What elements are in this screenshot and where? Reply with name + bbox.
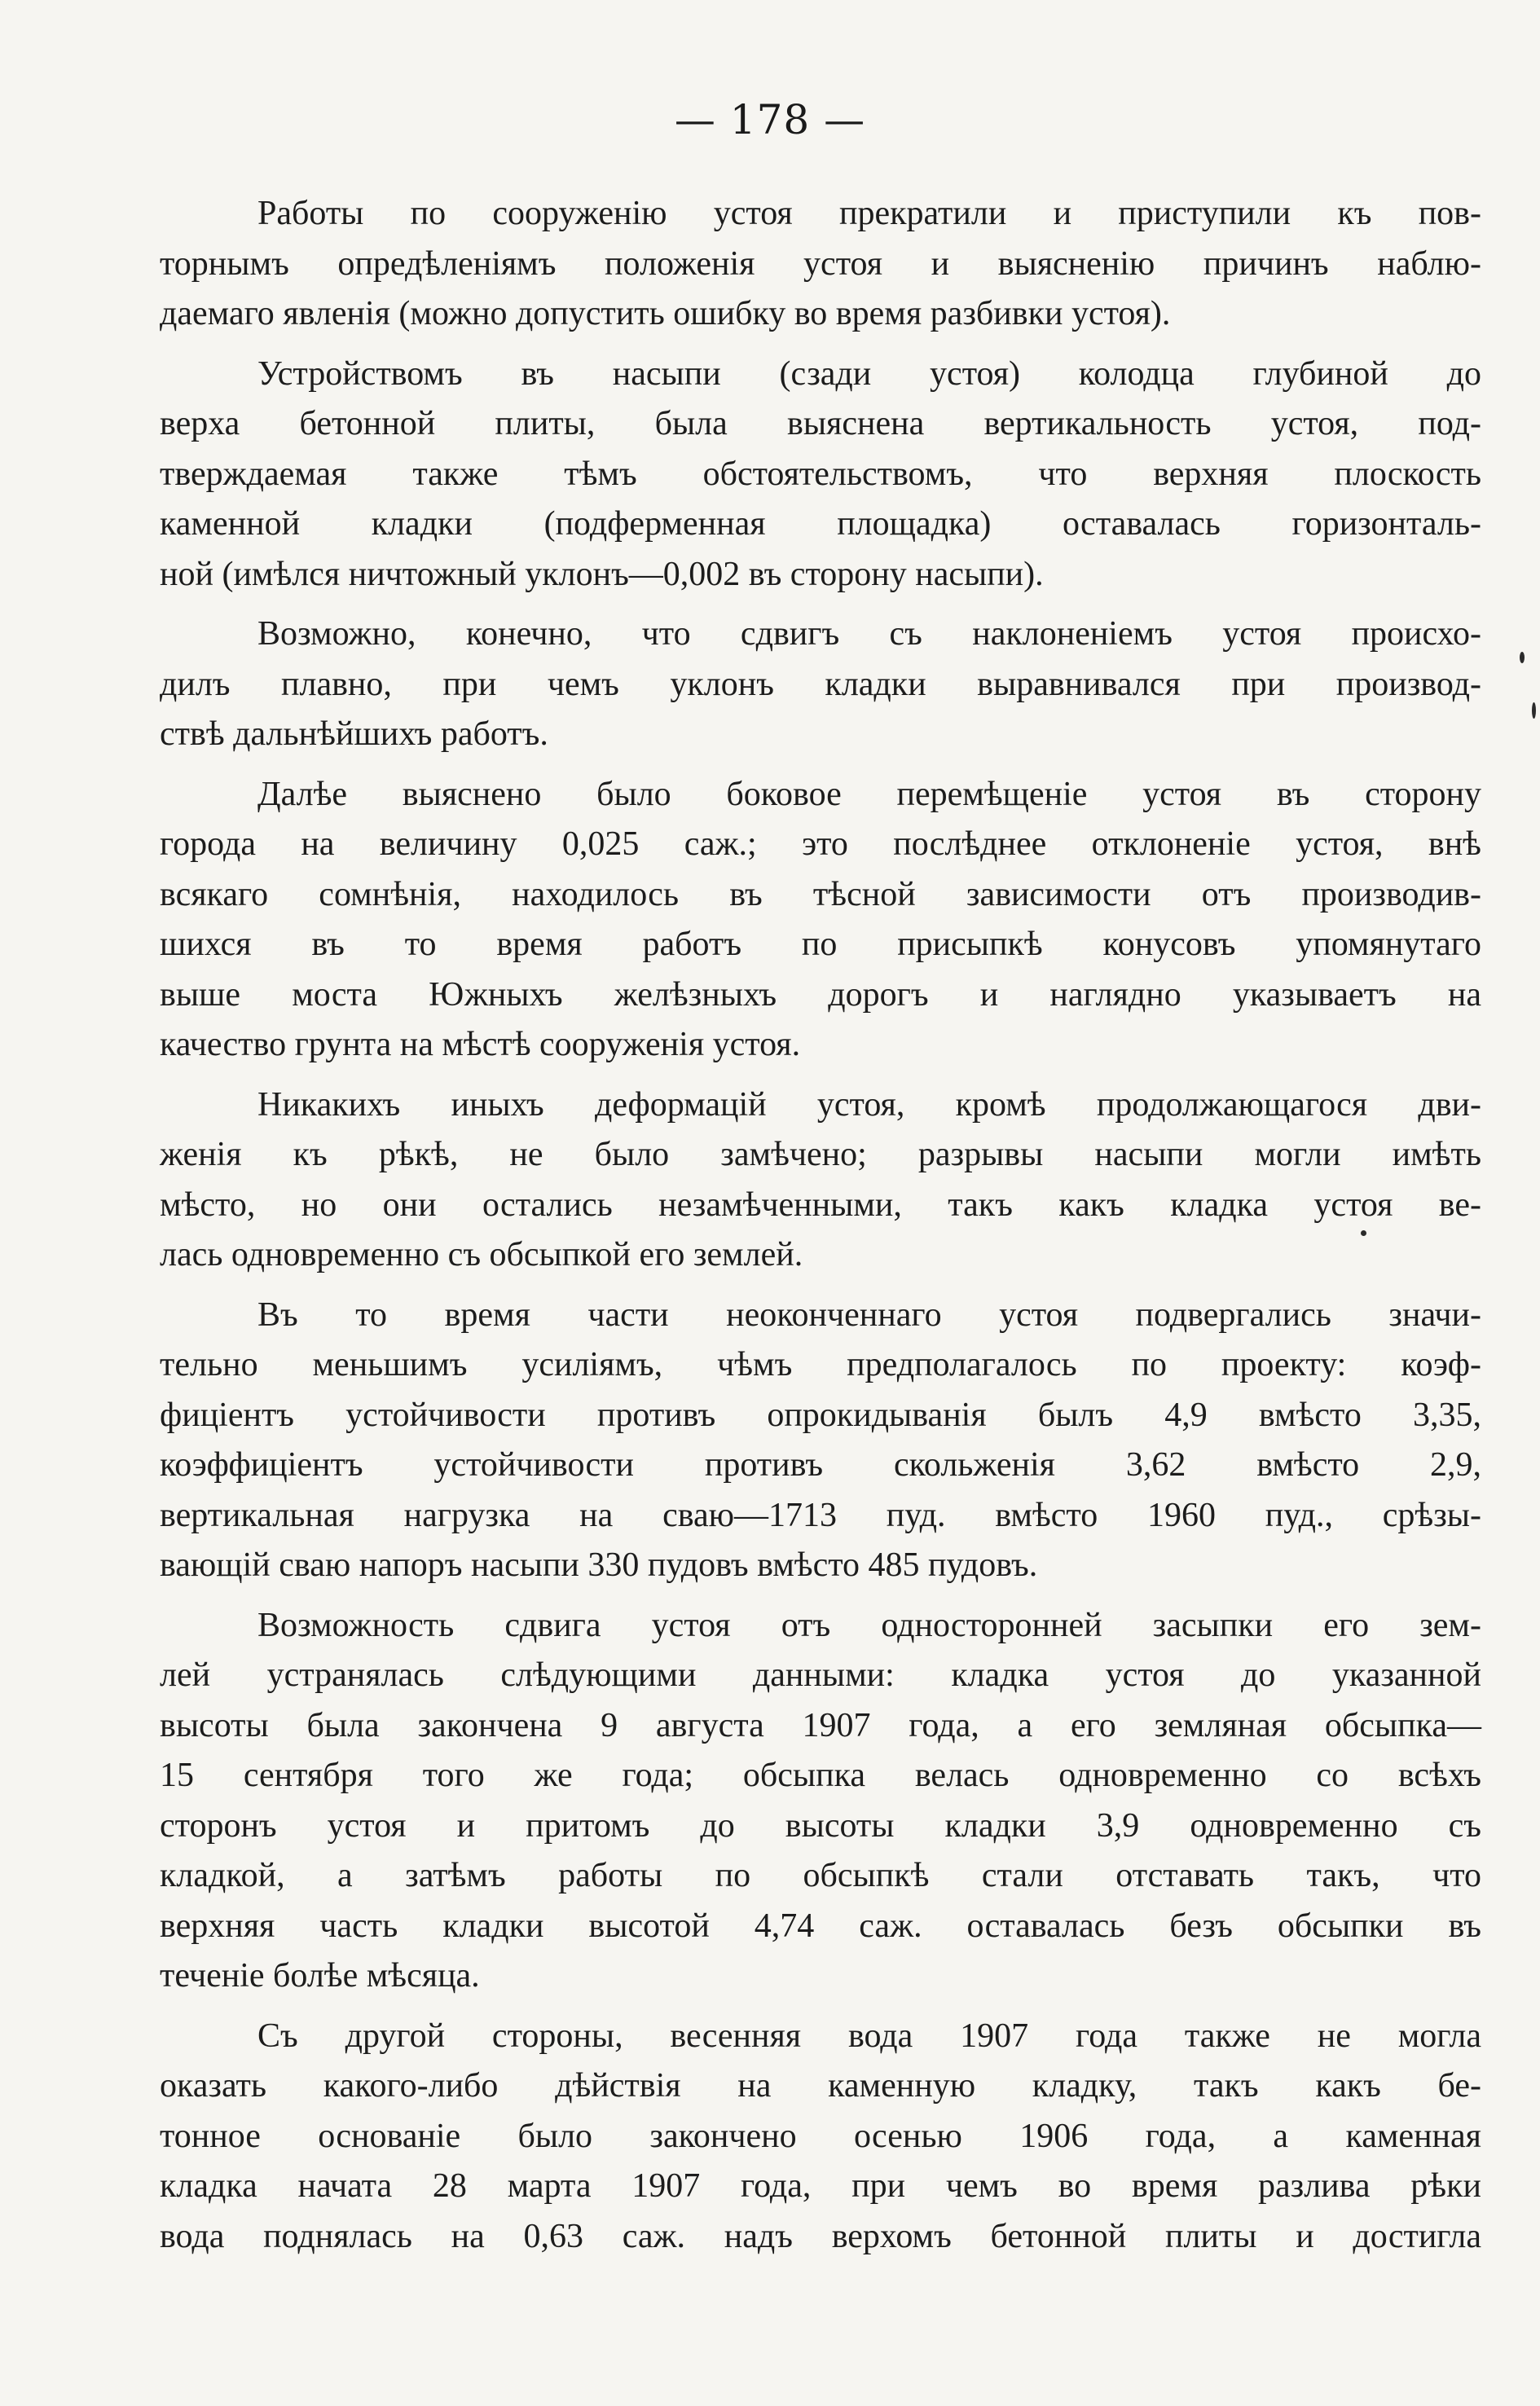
- text-line: сторонъ устоя и притомъ до высоты кладки 3,9 одновременно съ: [160, 1806, 1481, 1845]
- text-line: Устройствомъ въ насыпи (сзади устоя) колодца глубиной до: [257, 354, 1481, 393]
- text-line: шихся въ то время работъ по присыпкѣ конусовъ упомянутаго: [160, 926, 1481, 963]
- text-line: верхняя часть кладки высотой 4,74 саж. оставалась безъ обсыпки въ: [160, 1907, 1481, 1945]
- text-line: даемаго явленія (можно допустить ошибку во время разбивки устоя).: [160, 295, 1171, 332]
- text-line: Работы по сооруженію устоя прекратили и приступили къ пов-: [257, 195, 1481, 232]
- paragraph: [160, 1080, 1481, 1281]
- page-number: — 178 —: [674, 96, 866, 143]
- text-line: Съ другой стороны, весенняя вода 1907 года также не могла: [257, 2017, 1481, 2055]
- text-line: 15 сентября того же года; обсыпка велась одновременно со всѣхъ: [160, 1757, 1481, 1794]
- print-speck: [1532, 702, 1536, 719]
- print-speck: [1520, 652, 1525, 663]
- text-line: мѣсто, но они остались незамѣченными, такъ какъ кладка устоя ве-: [160, 1185, 1481, 1224]
- paragraph: [160, 2012, 1481, 2263]
- paragraph: [160, 770, 1481, 1071]
- text-line: дилъ плавно, при чемъ уклонъ кладки выравнивался при производ-: [160, 665, 1481, 703]
- text-line: тельно меньшимъ усиліямъ, чѣмъ предполагалось по проекту: коэф-: [160, 1346, 1481, 1383]
- text-line: Въ то время части неоконченнаго устоя подвергались значи-: [257, 1295, 1481, 1334]
- text-line: Возможно, конечно, что сдвигъ съ наклоненіемъ устоя происхо-: [257, 615, 1481, 653]
- text-line: фиціентъ устойчивости противъ опрокидыванія былъ 4,9 вмѣсто 3,35,: [160, 1396, 1481, 1434]
- text-line: качество грунта на мѣстѣ сооруженія устоя.: [160, 1026, 801, 1063]
- text-line: кладка начата 28 марта 1907 года, при чемъ во время разлива рѣки: [160, 2167, 1481, 2205]
- text-line: Далѣе выяснено было боковое перемѣщеніе устоя въ сторону: [257, 775, 1481, 813]
- text-line: тверждаемая также тѣмъ обстоятельствомъ, что верхняя плоскость: [160, 455, 1481, 493]
- text-line: кладкой, а затѣмъ работы по обсыпкѣ стали отставать такъ, что: [160, 1857, 1481, 1894]
- text-line: лась одновременно съ обсыпкой его землей.: [160, 1236, 803, 1273]
- text-line: коэффиціентъ устойчивости противъ скольженія 3,62 вмѣсто 2,9,: [160, 1446, 1481, 1484]
- text-line: вертикальная нагрузка на сваю—1713 пуд. вмѣсто 1960 пуд., срѣзы-: [160, 1496, 1481, 1534]
- text-line: лей устранялась слѣдующими данными: кладка устоя до указанной: [160, 1656, 1481, 1694]
- text-line: каменной кладки (подферменная площадка) оставалась горизонталь-: [160, 505, 1481, 543]
- body-text: [160, 189, 1481, 2272]
- text-line: тонное основаніе было закончено осенью 1906 года, а каменная: [160, 2117, 1481, 2155]
- paragraph: [160, 1601, 1481, 2002]
- text-line: города на величину 0,025 саж.; это послѣднее отклоненіе устоя, внѣ: [160, 825, 1481, 863]
- text-line: торнымъ опредѣленіямъ положенія устоя и выясненію причинъ наблю-: [160, 244, 1481, 283]
- paragraph: [160, 1291, 1481, 1591]
- text-line: всякаго сомнѣнія, находилось въ тѣсной зависимости отъ производив-: [160, 875, 1481, 913]
- paragraph: [160, 609, 1481, 760]
- text-line: ствѣ дальнѣйшихъ работъ.: [160, 715, 548, 753]
- text-line: верха бетонной плиты, была выяснена вертикальность устоя, под-: [160, 405, 1481, 442]
- text-line: Возможность сдвига устоя отъ односторонней засыпки его зем-: [257, 1606, 1481, 1644]
- text-line: ной (имѣлся ничтожный уклонъ—0,002 въ сторону насыпи).: [160, 555, 1044, 593]
- text-line: Никакихъ иныхъ деформацій устоя, кромѣ продолжающагося дви-: [257, 1085, 1481, 1124]
- text-line: высоты была закончена 9 августа 1907 года, а его земляная обсыпка—: [160, 1706, 1481, 1744]
- text-line: теченіе болѣе мѣсяца.: [160, 1957, 480, 1995]
- paragraph: [160, 350, 1481, 600]
- text-line: женія къ рѣкѣ, не было замѣчено; разрывы насыпи могли имѣть: [160, 1136, 1481, 1173]
- print-speck: [1361, 1230, 1366, 1236]
- text-line: оказать какого-либо дѣйствія на каменную кладку, такъ какъ бе-: [160, 2067, 1481, 2105]
- paragraph: [160, 189, 1481, 340]
- text-line: вающій сваю напоръ насыпи 330 пудовъ вмѣсто 485 пудовъ.: [160, 1546, 1038, 1584]
- text-line: вода поднялась на 0,63 саж. надъ верхомъ бетонной плиты и достигла: [160, 2217, 1481, 2255]
- text-line: выше моста Южныхъ желѣзныхъ дорогъ и наглядно указываетъ на: [160, 975, 1481, 1014]
